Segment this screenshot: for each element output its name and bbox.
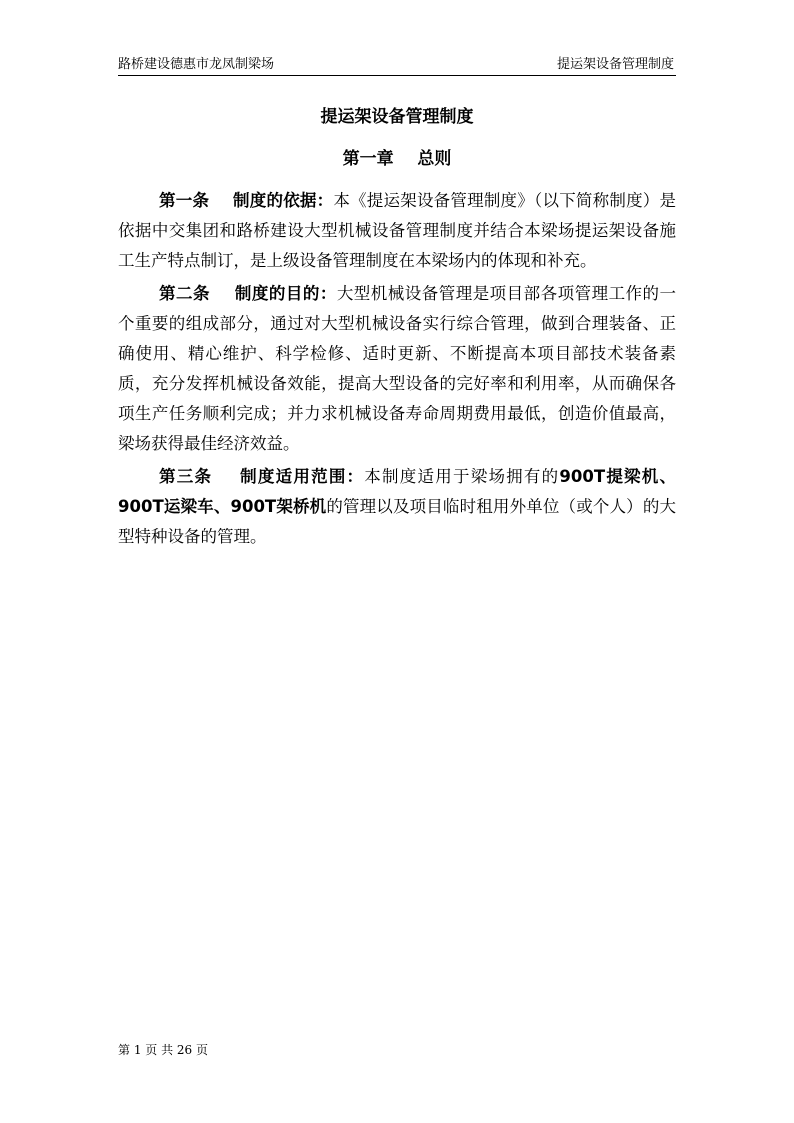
- article-label: 制度适用范围：: [240, 467, 365, 486]
- article-3: [118, 462, 676, 552]
- article-equipment-list: 900T提梁机、900T运梁车、900T架桥机: [118, 467, 677, 516]
- document-body: [118, 186, 676, 555]
- article-text: 大型机械设备管理是项目部各项管理工作的一个重要的组成部分，通过对大型机械设备实行综合管理，做到合理装备、正确使用、精心维护、科学检修、适时更新、不断提高本项目部技术装备素质，充分发挥机械设备效能，提高大型设备的完好率和利用率，从而确保各项生产任务顺利完成；并力求机械设备寿命周期费用最低，创造价值最高，梁场获得最佳经济效益。: [118, 284, 677, 453]
- article-1: [118, 186, 676, 276]
- article-text-continued: 的管理以及项目临时租用外单位（或个人）的大型特种设备的管理。: [118, 497, 676, 546]
- article-text: 本制度适用于梁场拥有的: [364, 467, 560, 486]
- article-number: 第一条: [159, 191, 210, 210]
- chapter-heading: 第一章 总则: [342, 149, 452, 169]
- header-organization: 路桥建设德惠市龙凤制梁场: [118, 57, 275, 72]
- page-footer: 第 1 页 共 26 页: [118, 1043, 208, 1057]
- article-number: 第三条: [159, 467, 213, 486]
- article-2: [118, 279, 676, 459]
- article-text: 本《提运架设备管理制度》（以下简称制度）是依据中交集团和路桥建设大型机械设备管理制度并结合本梁场提运架设备施工生产特点制订，是上级设备管理制度在本梁场内的体现和补充。: [118, 191, 677, 270]
- document-title: 提运架设备管理制度: [320, 107, 474, 127]
- article-label: 制度的目的：: [234, 284, 337, 303]
- article-number: 第二条: [159, 284, 210, 303]
- header-document-title: 提运架设备管理制度: [556, 57, 674, 72]
- article-label: 制度的依据：: [233, 191, 334, 210]
- page-header: [118, 55, 676, 76]
